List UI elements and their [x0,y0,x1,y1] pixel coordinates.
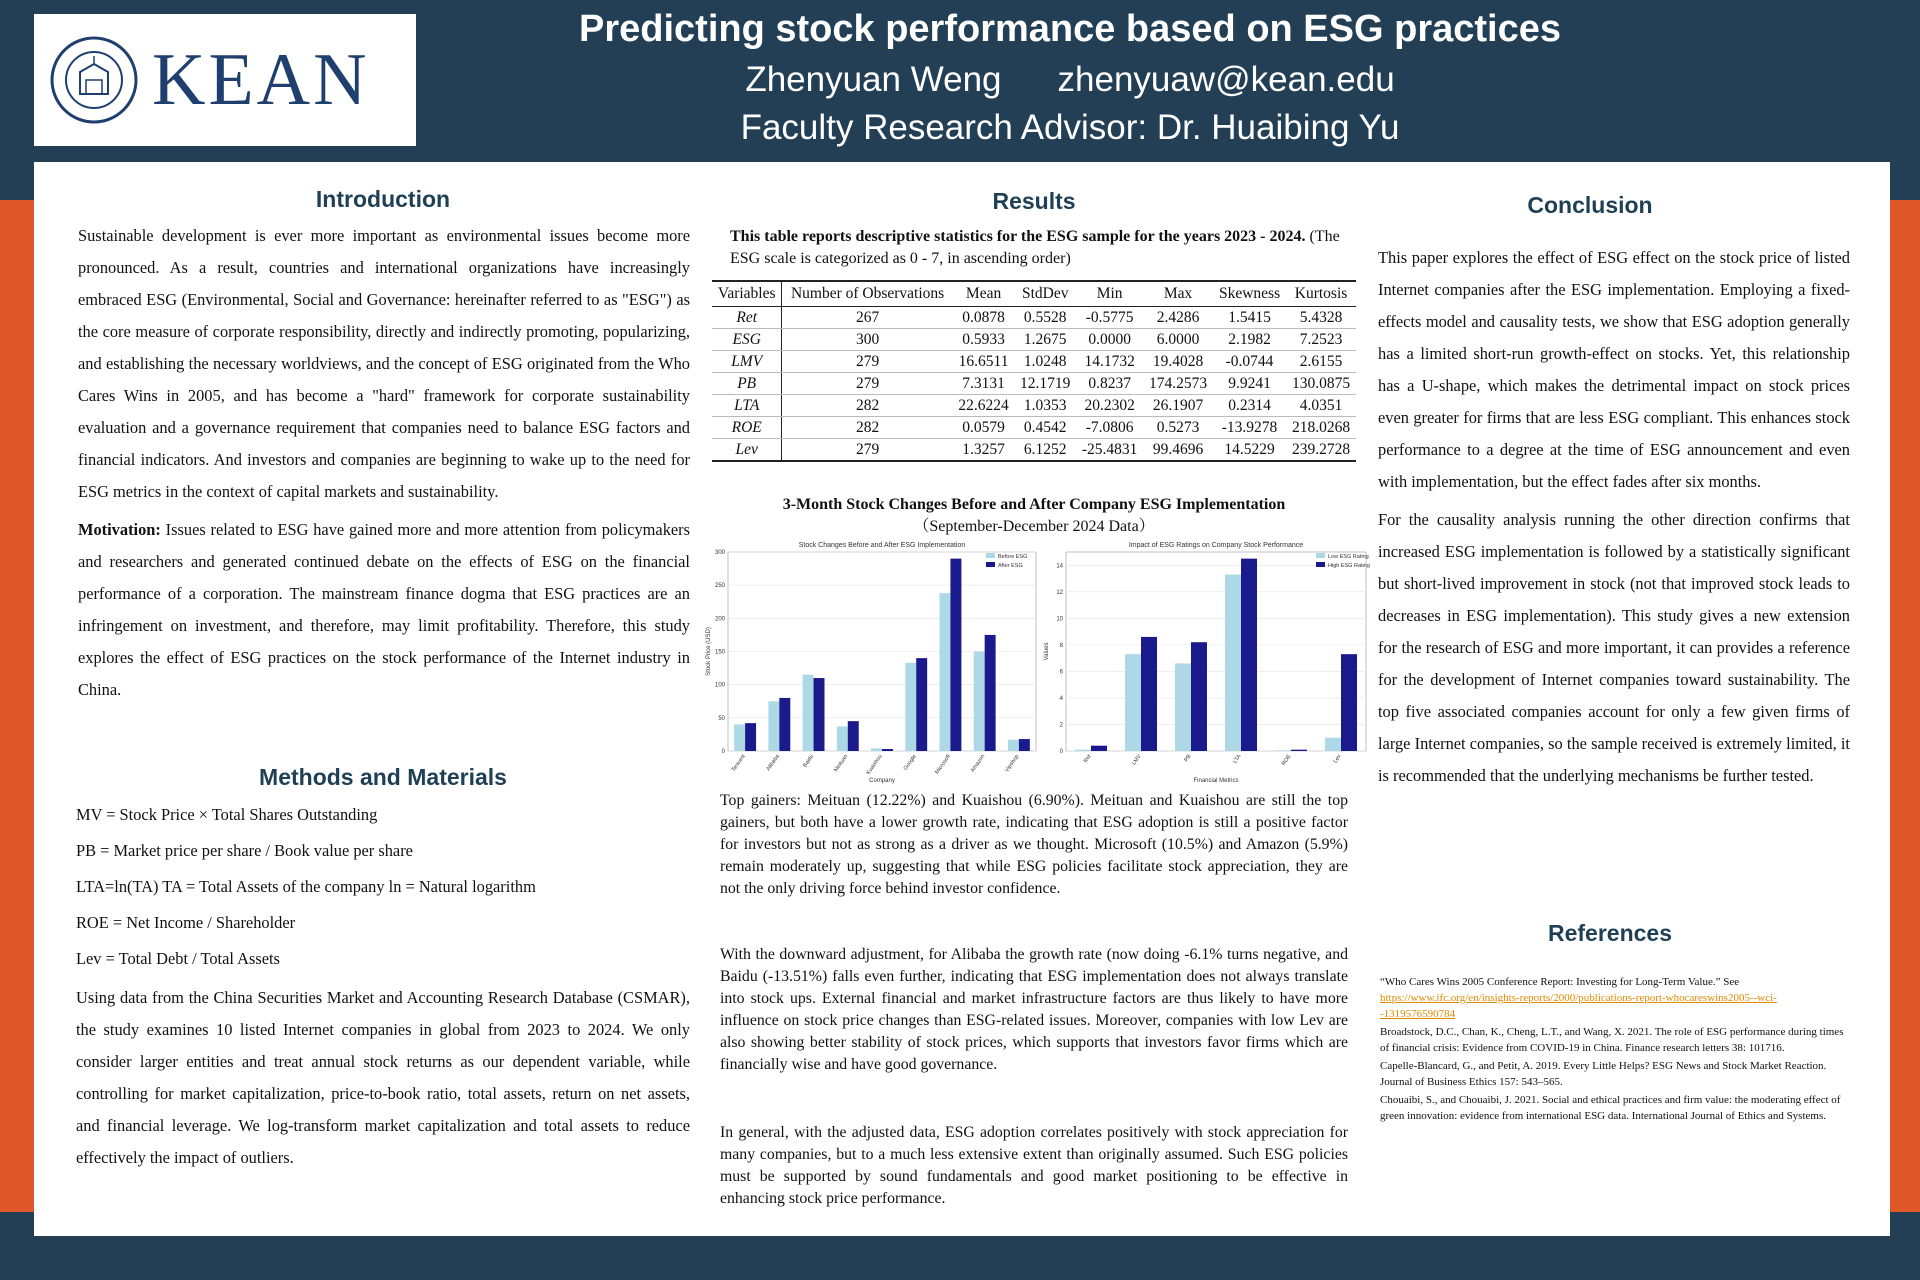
x-tick-label: ROE [1280,753,1293,767]
descriptive-stats-table [712,280,1356,462]
table-cell: -7.0806 [1076,417,1143,439]
table-cell: -13.9278 [1213,417,1286,439]
chart-heading-title: 3-Month Stock Changes Before and After Company ESG Implementation [782,496,1286,513]
equation-roe: ROE = Net Income / Shareholder [76,913,296,932]
table-cell: 12.1719 [1014,373,1076,395]
legend-entry: Low ESG Rating [1328,554,1369,560]
table-cell: 7.2523 [1286,329,1356,351]
x-tick-label: Microsoft [934,753,953,776]
table-variable-cell: ESG [712,329,782,351]
introduction-title: Introduction [315,186,451,212]
legend-swatch [1316,562,1325,567]
table-cell: 0.5933 [953,329,1015,351]
table-cell: 7.3131 [953,373,1015,395]
reference-link[interactable]: https://www.ifc.org/en/insights-reports/2000/publications-report-whocareswins2005--wci--1319576590784 [1380,992,1777,1020]
bar-high-esg-rating [1241,559,1257,751]
table-cell: 14.5229 [1213,439,1286,462]
x-tick-label: Google [902,753,918,772]
motivation-label: Motivation: [78,520,161,539]
table-header-cell: Min [1076,281,1143,307]
table-cell: 218.0268 [1286,417,1356,439]
logo-wordmark: KEAN [152,39,370,121]
chart-title: Impact of ESG Ratings on Company Stock Performance [1128,542,1304,549]
table-cell: 14.1732 [1076,351,1143,373]
y-tick-label: 10 [1056,616,1063,623]
bar-low-esg-rating [1075,750,1091,751]
table-cell: 19.4028 [1143,351,1213,373]
legend-entry: After ESG [998,563,1023,569]
legend-swatch [986,562,995,567]
y-tick-label: 12 [1056,589,1063,596]
table-variable-cell: ROE [712,417,782,439]
results-paragraph-3: In general, with the adjusted data, ESG adoption correlates positively with stock appreciation for many companies, but to a much less extensive extent than originally assumed. Such ESG policies must be supported by sound fundamentals and good market positioning to be effective in enhancing stock price performance. [720,1124,1348,1207]
x-tick-label: Amazon [969,753,987,774]
table-cell: 4.0351 [1286,395,1356,417]
results-title: Results [992,188,1076,214]
motivation-text: Issues related to ESG have gained more and more attention from policymakers and researchers and generated continued debate on the effects of ESG on the financial performance of a corporation. The mainstream finance dogma that ESG practices are an infringement on investment, and therefore, may limit profitability. Therefore, this study explores the effect of ESG practices on the stock performance of the Internet industry in China. [78,520,690,699]
table-variable-cell: PB [712,373,782,395]
x-tick-label: Ret [1082,753,1093,765]
methods-title: Methods and Materials [259,764,507,790]
bar-after-esg [814,678,825,751]
table-cell: 130.0875 [1286,373,1356,395]
bar-before-esg [974,652,985,752]
table-row [712,395,1356,417]
chart-heading-subtitle: （September-December 2024 Data） [913,518,1155,535]
table-caption-note: (The ESG scale is categorized as 0 - 7, in ascending order) [730,228,1340,267]
x-tick-label: Vipshop [1004,753,1021,774]
table-cell: 1.0353 [1014,395,1076,417]
table-cell: 2.1982 [1213,329,1286,351]
bar-before-esg [939,593,950,751]
university-seal-icon [50,36,138,124]
table-cell: 282 [782,417,953,439]
legend-swatch [1316,553,1325,558]
kean-logo [34,14,416,146]
table-cell: 1.0248 [1014,351,1076,373]
y-tick-label: 8 [1059,642,1063,649]
table-variable-cell: Ret [712,307,782,329]
y-tick-label: 0 [721,749,725,755]
x-tick-label: Kuaishou [865,753,884,776]
reference-item [1380,974,1850,1022]
table-header-cell: Mean [953,281,1015,307]
x-tick-label: Lev [1332,753,1343,765]
bar-after-esg [882,749,893,751]
table-cell: 9.9241 [1213,373,1286,395]
table-caption [730,226,1370,270]
table-row [712,351,1356,373]
bar-after-esg [950,559,961,751]
equation-lev: Lev = Total Debt / Total Assets [76,949,280,968]
table-cell: 2.4286 [1143,307,1213,329]
table-cell: 0.0878 [953,307,1015,329]
legend-entry: Before ESG [998,554,1028,560]
table-cell: -0.5775 [1076,307,1143,329]
table-row [712,439,1356,462]
x-axis-label: Company [869,778,895,784]
table-header-cell: Variables [712,281,782,307]
table-row [712,417,1356,439]
bar-after-esg [985,635,996,751]
bar-before-esg [768,701,779,751]
bar-after-esg [779,698,790,751]
conclusion-paragraph-1: This paper explores the effect of ESG effect on the stock price of listed Internet companies after the ESG implementation. Employing a fixed-effects model and causality tests, we show that ESG adoption generally has a limited short-run growth-effect on stocks. Yet, this relationship has a U-shape, which makes the detrimental impact on stock prices even greater for firms that are less ESG compliant. This enhances stock performance to a degree at the time of ESG announcement and even with implementation, but the effect fades after six months. [1378,248,1850,491]
table-cell: -25.4831 [1076,439,1143,462]
reference-text: “Who Cares Wins 2005 Conference Report: Investing for Long-Term Value.” See [1380,976,1740,988]
y-tick-label: 0 [1059,749,1063,755]
bar-low-esg-rating [1225,575,1241,751]
table-cell: 0.5528 [1014,307,1076,329]
x-tick-label: Alibaba [765,753,781,773]
table-row [712,307,1356,329]
table-header-cell: StdDev [1014,281,1076,307]
bar-after-esg [848,721,859,751]
table-header-cell: Kurtosis [1286,281,1356,307]
author-email[interactable]: zhenyuaw@kean.edu [1057,60,1395,99]
bar-after-esg [916,658,927,751]
table-header-row [712,281,1356,307]
methods-body: Using data from the China Securities Market and Accounting Research Database (CSMAR), the study examines 10 listed Internet companies in global from 2023 to 2024. We only consider larger entities and treat annual stock returns as our dependent variable, while controlling for market capitalization, price-to-book ratio, total assets, return on net assets, and financial leverage. We log-transform market capitalization and total assets to reduce effectively the impact of outliers. [76,988,690,1167]
bar-before-esg [905,663,916,751]
bar-high-esg-rating [1341,654,1357,751]
table-cell: 22.6224 [953,395,1015,417]
table-cell: 0.2314 [1213,395,1286,417]
equation-lta: LTA=ln(TA) TA = Total Assets of the company ln = Natural logarithm [76,877,536,896]
legend-entry: High ESG Rating [1328,563,1370,569]
x-tick-label: Meituan [833,753,850,774]
bar-before-esg [837,726,848,751]
y-tick-label: 300 [714,550,725,556]
table-row [712,329,1356,351]
bar-high-esg-rating [1291,750,1307,751]
table-cell: -0.0744 [1213,351,1286,373]
x-tick-label: LTA [1232,753,1243,765]
table-caption-bold: This table reports descriptive statistics for the ESG sample for the years 2023 - 2024. [730,228,1306,245]
table-cell: 0.0000 [1076,329,1143,351]
author-line [420,60,1720,100]
results-paragraph-1: Top gainers: Meituan (12.22%) and Kuaishou (6.90%). Meituan and Kuaishou are still the top gainers, but both have a lower growth rate, indicating that ESG adoption is still a positive factor for investors but not as strong as a driver as we thought. Microsoft (10.5%) and Amazon (5.9%) remain moderately up, suggesting that while ESG policies facilitate stock appreciation, they are not the only driving force behind investor confidence. [720,792,1348,897]
table-cell: 279 [782,439,953,462]
motivation-paragraph [78,514,690,706]
x-axis-label: Financial Metrics [1193,778,1239,784]
reference-item: Broadstock, D.C., Chan, K., Cheng, L.T., and Wang, X. 2021. The role of ESG performance during times of financial crisis: Evidence from COVID-19 in China. Finance research letters 38: 101716. [1380,1026,1844,1054]
table-cell: 0.4542 [1014,417,1076,439]
y-tick-label: 2 [1059,722,1063,729]
reference-item: Chouaibi, S., and Chouaibi, J. 2021. Social and ethical practices and firm value: the moderating effect of green innovation: evidence from international ESG data. International Journal of Ethics and Systems. [1380,1094,1841,1122]
bar-high-esg-rating [1091,746,1107,751]
x-tick-label: Tencent [730,753,747,773]
table-cell: 279 [782,373,953,395]
references-title: References [1547,920,1673,946]
plot-area [1066,552,1366,751]
y-tick-label: 250 [714,583,725,590]
table-cell: 239.2728 [1286,439,1356,462]
y-tick-label: 14 [1056,563,1063,570]
table-cell: 282 [782,395,953,417]
bar-high-esg-rating [1191,642,1207,751]
introduction-paragraph: Sustainable development is ever more important as environmental issues become more pronounced. As a result, countries and international organizations have increasingly embraced ESG (Environmental, Social and Governance: hereinafter referred to as "ESG") as the core measure of corporate responsibility, directly and indirectly promoting, popularizing, and establishing the necessary worldviews, and the concept of ESG originated from the Who Cares Wins in 2005, and has become a "hard" framework for corporate sustainability evaluation and a governance requirement that companies need to balance ESG factors and financial indicators. And investors and companies are beginning to wake up to the need for ESG metrics in the context of capital markets and sustainability. [78,226,690,501]
y-tick-label: 200 [714,616,725,623]
table-cell: 0.5273 [1143,417,1213,439]
bar-after-esg [745,723,756,751]
table-cell: 267 [782,307,953,329]
bar-low-esg-rating [1175,663,1191,751]
bar-before-esg [734,724,745,751]
conclusion-title: Conclusion [1527,192,1653,218]
bar-low-esg-rating [1325,738,1341,751]
table-cell: 1.2675 [1014,329,1076,351]
table-cell: 0.0579 [953,417,1015,439]
reference-item: Capelle-Blancard, G., and Petit, A. 2019. Every Little Helps? ESG News and Stock Market Reaction. Journal of Business Ethics 157: 543–565. [1380,1060,1827,1088]
bar-after-esg [1019,739,1030,751]
introduction-body [78,220,690,712]
table-cell: 1.5415 [1213,307,1286,329]
bar-low-esg-rating [1125,654,1141,751]
esg-impact-chart [1040,540,1370,785]
legend-swatch [986,553,995,558]
bar-before-esg [803,675,814,751]
table-cell: 0.8237 [1076,373,1143,395]
y-tick-label: 100 [714,682,725,689]
table-cell: 300 [782,329,953,351]
x-tick-label: PB [1183,753,1193,764]
table-cell: 26.1907 [1143,395,1213,417]
table-row [712,373,1356,395]
references-list [1380,974,1850,1126]
table-cell: 174.2573 [1143,373,1213,395]
y-tick-label: 4 [1059,695,1063,702]
y-axis-label: Values [1044,642,1050,661]
table-cell: 6.0000 [1143,329,1213,351]
table-variable-cell: LMV [712,351,782,373]
table-cell: 20.2302 [1076,395,1143,417]
author-name: Zhenyuan Weng [745,60,1002,99]
equation-pb: PB = Market price per share / Book value per share [76,841,413,860]
table-variable-cell: Lev [712,439,782,462]
y-tick-label: 50 [718,715,725,722]
advisor-line: Faculty Research Advisor: Dr. Huaibing Yu [740,108,1400,147]
table-header-cell: Number of Observations [782,281,953,307]
bar-before-esg [1008,740,1019,751]
table-cell: 16.6511 [953,351,1015,373]
bar-high-esg-rating [1141,637,1157,751]
table-header-cell: Max [1143,281,1213,307]
table-cell: 99.4696 [1143,439,1213,462]
conclusion-paragraph-2: For the causality analysis running the other direction confirms that increased ESG implementation is followed by a statistically significant but short-lived improvement in stock (not that improved stock leads to decreases in ESG implementation). This study gives a new extension for the research of ESG and more important, it can provides a reference for the development of Internet companies toward sustainability. The top five associated companies account for only a few given firms of large Internet companies, so the sample received is extremely limited, it is recommended that the underlying mechanisms be further tested. [1378,510,1850,785]
bar-before-esg [871,748,882,751]
results-paragraph-2: With the downward adjustment, for Alibaba the growth rate (now doing -6.1% turns negative, and Baidu (-13.51%) falls even further, indicating that ESG implementation does not always translate into stock ups. External financial and market infrastructure factors are thus likely to have more influence on stock price changes than ESG-related issues. Moreover, companies with low Lev are also showing better stability of stock prices, which supports that investors favor firms which are financially wise and have good governance. [720,946,1348,1073]
table-cell: 279 [782,351,953,373]
table-variable-cell: LTA [712,395,782,417]
table-cell: 1.3257 [953,439,1015,462]
table-cell: 2.6155 [1286,351,1356,373]
chart-title: Stock Changes Before and After ESG Implementation [798,542,966,549]
table-header-cell: Skewness [1213,281,1286,307]
conclusion-body [1378,242,1850,798]
y-tick-label: 6 [1059,669,1063,676]
x-tick-label: LMV [1131,753,1143,767]
poster-title: Predicting stock performance based on ESG practices [579,8,1561,50]
table-cell: 6.1252 [1014,439,1076,462]
chart-heading [712,494,1356,538]
y-axis-label: Stock Price (USD) [706,627,712,676]
y-tick-label: 150 [714,649,725,656]
equation-mv: MV = Stock Price × Total Shares Outstanding [76,805,378,824]
table-cell: 5.4328 [1286,307,1356,329]
bar-low-esg-rating [1275,750,1291,751]
x-tick-label: Baidu [802,753,816,769]
stock-changes-chart [700,540,1040,785]
